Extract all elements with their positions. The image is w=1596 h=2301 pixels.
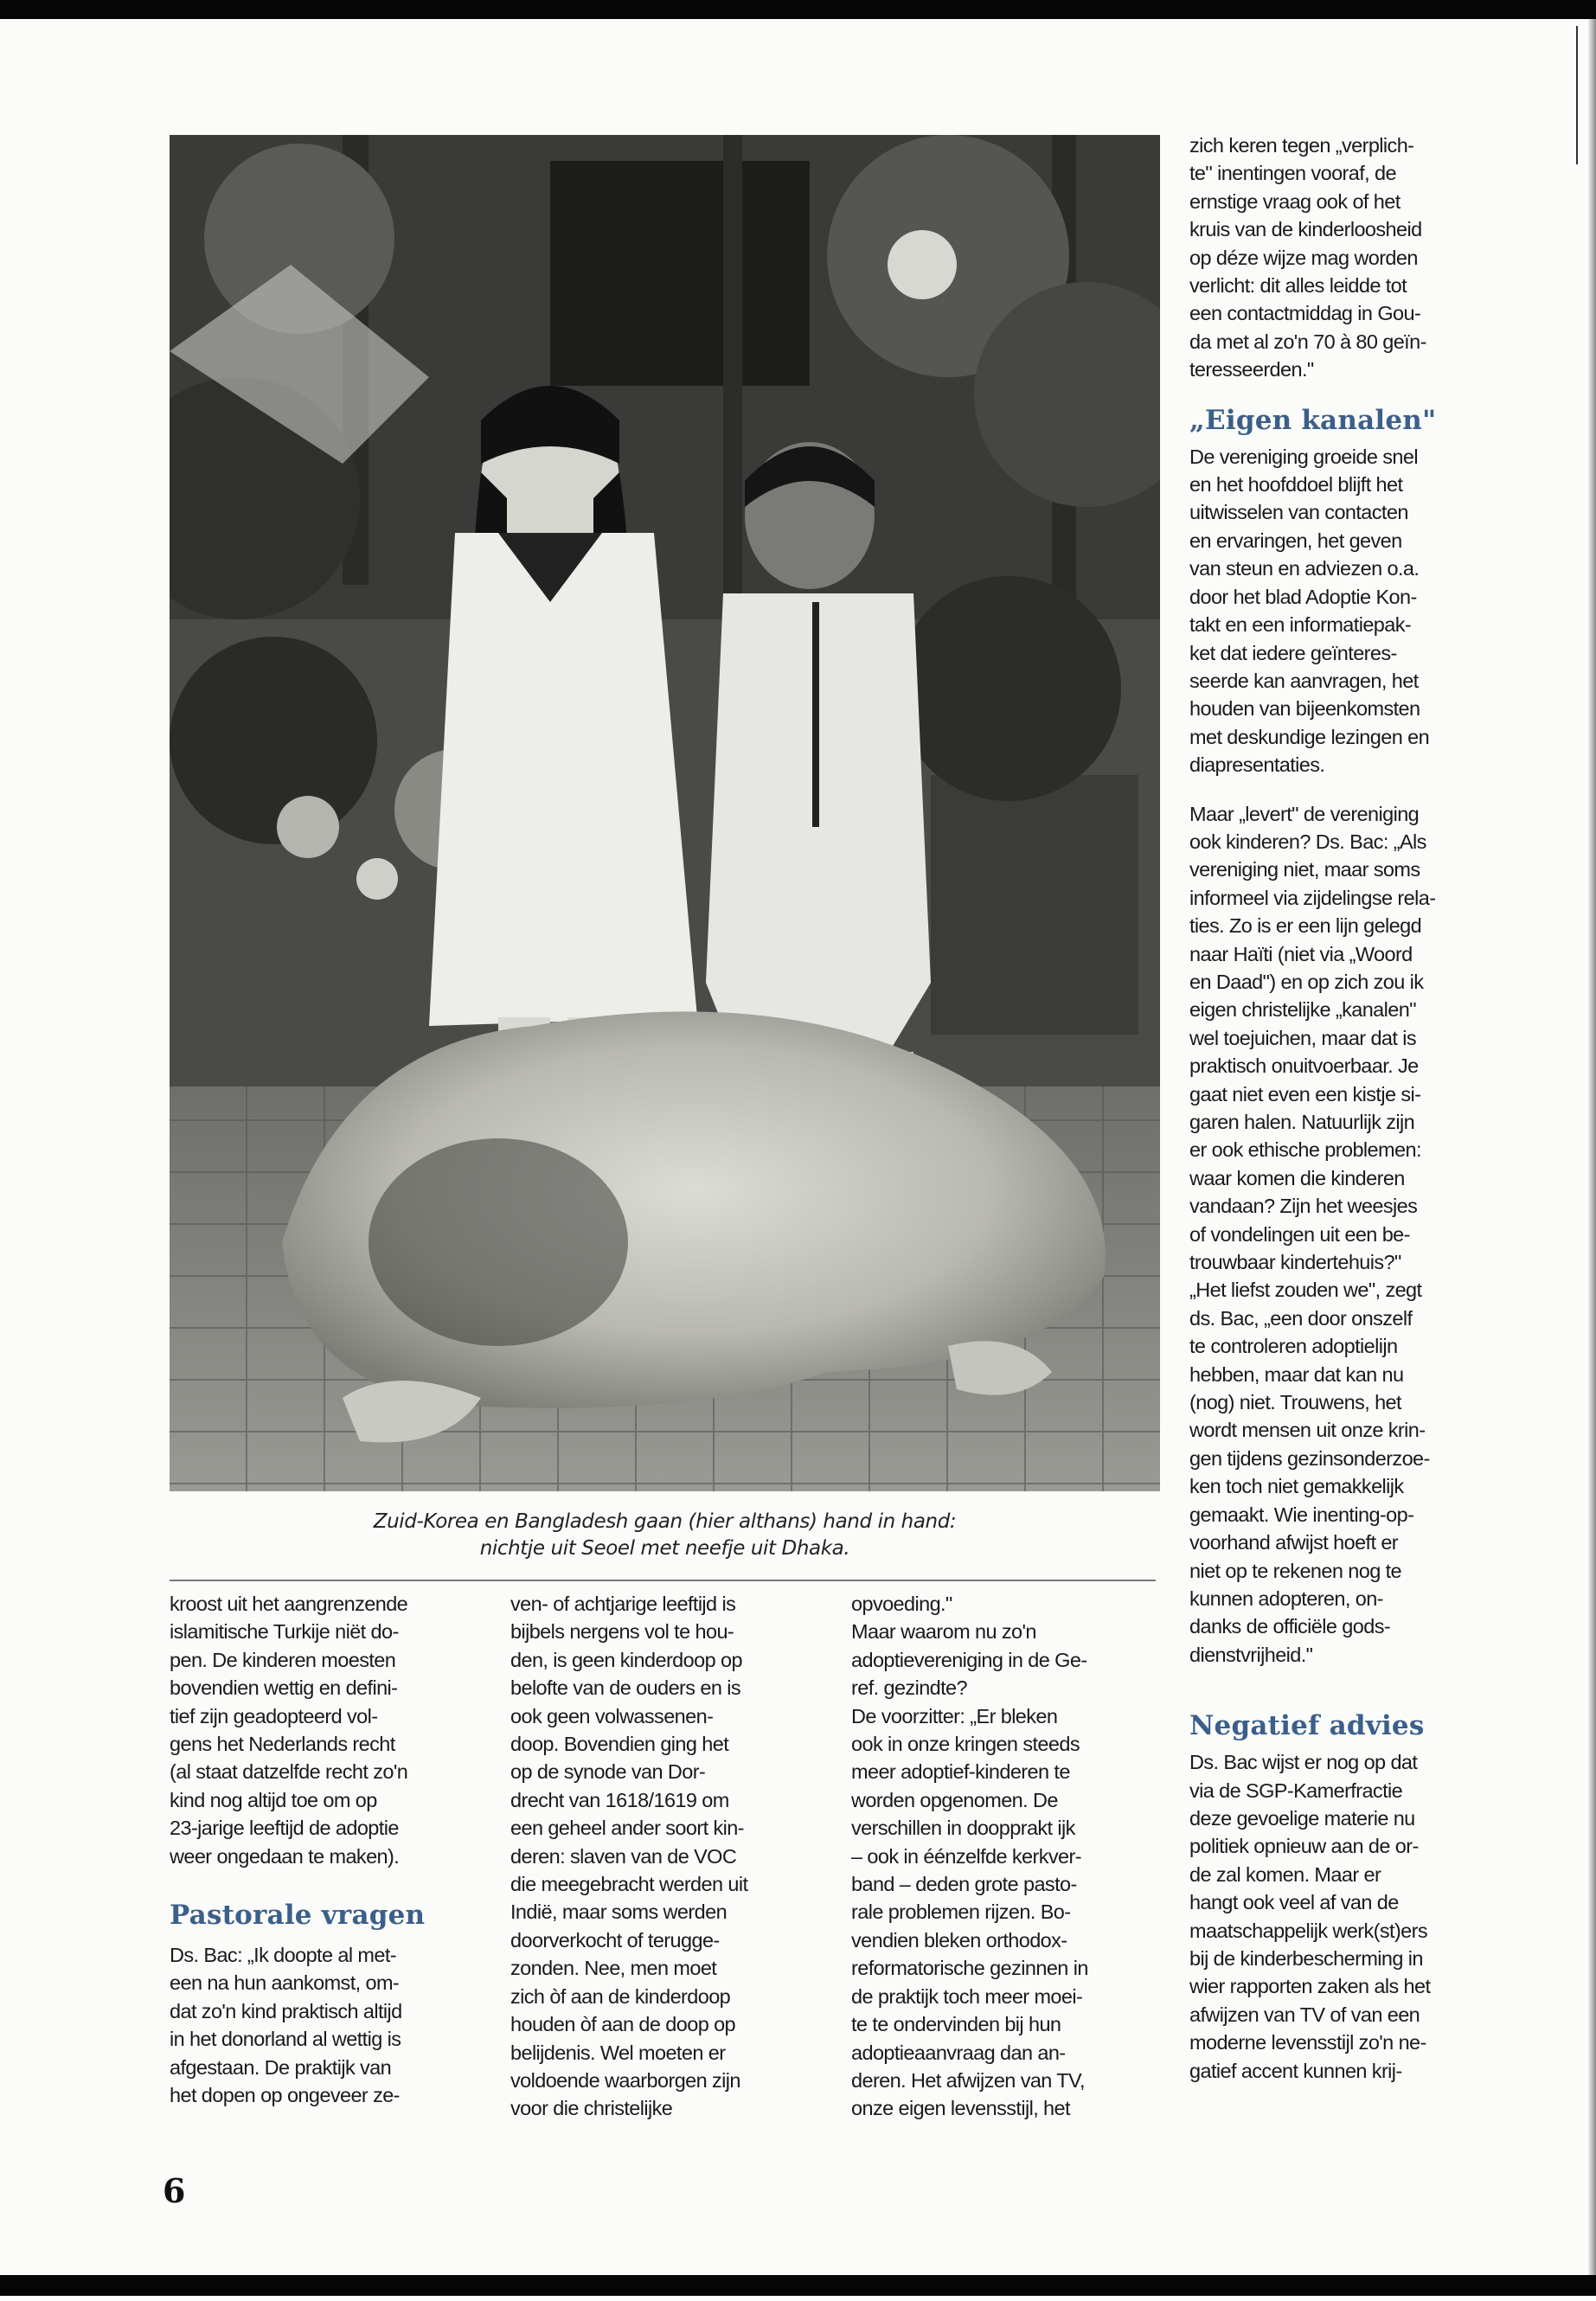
text-line: te te ondervinden bij hun xyxy=(851,2013,1061,2036)
text-line: trouwbaar kindertehuis?" xyxy=(1189,1251,1401,1274)
paragraph xyxy=(851,1590,1163,2123)
text-line: deren. Het afwijzen van TV, xyxy=(851,2068,1085,2092)
paragraph xyxy=(1189,131,1501,384)
text-line: reformatorische gezinnen in xyxy=(851,1957,1088,1980)
text-line: voldoende waarborgen zijn xyxy=(510,2068,740,2092)
text-line: naar Haïti (niet via „Woord xyxy=(1189,942,1413,965)
heading-eigen-kanalen: „Eigen kanalen" xyxy=(1189,404,1437,436)
scan-border-top xyxy=(0,0,1596,19)
text-line: gaat niet even een kistje si- xyxy=(1189,1082,1421,1106)
caption-line-1: Zuid-Korea en Bangladesh gaan (hier althans) hand in hand: xyxy=(373,1510,957,1533)
text-line: te controleren adoptielijn xyxy=(1189,1335,1398,1358)
text-line: ken toch niet gemakkelijk xyxy=(1189,1475,1404,1498)
text-line: garen halen. Natuurlijk zijn xyxy=(1189,1111,1415,1133)
text-line: door het blad Adoptie Kon- xyxy=(1189,585,1417,608)
text-line: houden òf aan de doop op xyxy=(510,2013,736,2036)
text-line: moderne levensstijl zo'n ne- xyxy=(1189,2031,1426,2054)
text-column-4 xyxy=(1189,131,1501,2085)
text-line: ref. gezindte? xyxy=(851,1676,968,1700)
text-column-1 xyxy=(170,1590,481,2110)
text-line: niet op te rekenen nog te xyxy=(1189,1559,1402,1582)
text-line: waar komen die kinderen xyxy=(1189,1166,1405,1189)
text-line: Maar waarom nu zo'n xyxy=(851,1620,1036,1644)
text-line: drecht van 1618/1619 om xyxy=(510,1788,729,1811)
text-line: worden opgenomen. De xyxy=(851,1788,1058,1811)
text-line: het dopen op ongeveer ze- xyxy=(170,2084,400,2107)
text-line: ook geen volwassenen- xyxy=(510,1704,714,1727)
text-line: belijdenis. Wel moeten er xyxy=(510,2041,726,2064)
text-line: vereniging niet, maar soms xyxy=(1189,858,1420,881)
page-number: 6 xyxy=(163,2171,186,2210)
text-line: onze eigen levensstijl, het xyxy=(851,2097,1070,2120)
text-line: bij de kinderbescherming in xyxy=(1189,1946,1423,1970)
text-line: Ds. Bac wijst er nog op dat xyxy=(1189,1751,1418,1774)
text-line: teresseerden." xyxy=(1189,358,1314,381)
text-line: bovendien wettig en defini- xyxy=(170,1676,398,1700)
paragraph xyxy=(1189,443,1501,779)
text-line: zich òf aan de kinderdoop xyxy=(510,1984,731,2008)
text-line: De voorzitter: „Er bleken xyxy=(851,1704,1058,1727)
text-line: pen. De kinderen moesten xyxy=(170,1648,396,1671)
photo-children-with-dog xyxy=(170,135,1160,1491)
text-line: en het hoofddoel blijft het xyxy=(1189,473,1403,497)
paragraph xyxy=(170,1590,481,1870)
text-line: rale problemen rijzen. Bo- xyxy=(851,1900,1071,1924)
text-line: op de synode van Dor- xyxy=(510,1760,706,1784)
text-line: wordt mensen uit onze krin- xyxy=(1189,1419,1426,1442)
text-line: gens het Nederlands recht xyxy=(170,1733,395,1756)
paragraph xyxy=(510,1590,822,2123)
text-line: ds. Bac, „een door onszelf xyxy=(1189,1306,1413,1330)
text-line: ernstige vraag ook of het xyxy=(1189,189,1401,213)
text-line: (al staat datzelfde recht zo'n xyxy=(170,1760,408,1784)
heading-pastorale-vragen: Pastorale vragen xyxy=(170,1900,426,1932)
text-line: een geheel ander soort kin- xyxy=(510,1817,744,1840)
text-line: met deskundige lezingen en xyxy=(1189,725,1430,748)
text-line: praktisch onuitvoerbaar. Je xyxy=(1189,1054,1419,1078)
text-line: ook in onze kringen steeds xyxy=(851,1733,1080,1756)
text-line: ven- of achtjarige leeftijd is xyxy=(510,1593,736,1615)
text-line: kroost uit het aangrenzende xyxy=(170,1593,408,1615)
text-line: – ook in éénzelfde kerkver- xyxy=(851,1844,1081,1868)
text-line: dat zo'n kind praktisch altijd xyxy=(170,1999,402,2022)
paragraph xyxy=(1189,1748,1501,2085)
text-line: adoptieaanvraag dan an- xyxy=(851,2041,1066,2064)
text-line: en Daad") en op zich zou ik xyxy=(1189,970,1424,993)
text-line: adoptievereniging in de Ge- xyxy=(851,1648,1087,1671)
text-line: politiek opnieuw aan de or- xyxy=(1189,1835,1419,1858)
text-line: uitwisselen van contacten xyxy=(1189,501,1408,524)
text-line: kunnen adopteren, on- xyxy=(1189,1586,1383,1610)
text-line: afwijzen van TV of van een xyxy=(1189,2003,1420,2026)
text-line: Maar „levert" de vereniging xyxy=(1189,802,1420,825)
text-line: kind nog altijd toe om op xyxy=(170,1788,377,1811)
text-line: hangt ook veel af van de xyxy=(1189,1891,1399,1914)
text-line: danks de officiële gods- xyxy=(1189,1615,1391,1638)
text-line: zonden. Nee, men moet xyxy=(510,1957,717,1980)
text-line: 23-jarige leeftijd de adoptie xyxy=(170,1817,399,1840)
text-line: De vereniging groeide snel xyxy=(1189,445,1418,468)
text-line: vandaan? Zijn het weesjes xyxy=(1189,1195,1418,1218)
text-line: de zal komen. Maar er xyxy=(1189,1862,1381,1886)
text-line: zich keren tegen „verplich- xyxy=(1189,134,1414,157)
scan-mark xyxy=(1576,26,1578,164)
text-line: de praktijk toch meer moei- xyxy=(851,1984,1083,2008)
text-line: verlicht: dit alles leidde tot xyxy=(1189,274,1407,298)
scan-border-right xyxy=(1588,19,1596,2275)
text-line: doop. Bovendien ging het xyxy=(510,1733,729,1756)
text-line: bijbels nergens vol te hou- xyxy=(510,1620,734,1644)
heading-negatief-advies: Negatief advies xyxy=(1189,1710,1425,1742)
text-line: deren: slaven van de VOC xyxy=(510,1844,737,1868)
text-line: die meegebracht werden uit xyxy=(510,1873,748,1896)
text-column-3 xyxy=(851,1590,1163,2123)
text-line: maatschappelijk werk(st)ers xyxy=(1189,1919,1428,1942)
text-line: deze gevoelige materie nu xyxy=(1189,1806,1415,1830)
text-line: dienstvrijheid." xyxy=(1189,1643,1313,1666)
text-line: belofte van de ouders en is xyxy=(510,1676,740,1700)
text-line: een na hun aankomst, om- xyxy=(170,1971,400,1995)
text-line: ties. Zo is er een lijn gelegd xyxy=(1189,914,1422,938)
text-line: en ervaringen, het geven xyxy=(1189,529,1402,552)
text-line: weer ongedaan te maken). xyxy=(170,1844,400,1868)
text-line: da met al zo'n 70 à 80 geïn- xyxy=(1189,330,1426,353)
text-line: vendien bleken orthodox- xyxy=(851,1928,1067,1952)
text-line: hebben, maar dat kan nu xyxy=(1189,1362,1404,1386)
text-line: voor die christelijke xyxy=(510,2097,673,2120)
text-line: verschillen in doopprakt ijk xyxy=(851,1817,1075,1840)
text-line: tief zijn geadopteerd vol- xyxy=(170,1704,378,1727)
text-line: afgestaan. De praktijk van xyxy=(170,2055,392,2079)
text-line: van steun en adviezen o.a. xyxy=(1189,557,1420,580)
paragraph xyxy=(170,1941,481,2109)
text-line: ook kinderen? Ds. Bac: „Als xyxy=(1189,830,1426,853)
text-line: islamitische Turkije niët do- xyxy=(170,1620,399,1644)
text-column-2 xyxy=(510,1590,822,2123)
text-line: gemaakt. Wie inenting-op- xyxy=(1189,1503,1414,1526)
text-line: meer adoptief-kinderen te xyxy=(851,1760,1070,1784)
text-line: via de SGP-Kamerfractie xyxy=(1189,1779,1403,1802)
caption-divider xyxy=(170,1580,1156,1581)
text-line: doorverkocht of terugge- xyxy=(510,1928,720,1952)
text-line: gen tijdens gezinsonderzoe- xyxy=(1189,1446,1430,1470)
text-line: houden van bijeenkomsten xyxy=(1189,697,1420,721)
text-line: te" inentingen vooraf, de xyxy=(1189,162,1396,185)
text-line: gatief accent kunnen krij- xyxy=(1189,2059,1402,2082)
text-line: diapresentaties. xyxy=(1189,753,1325,777)
text-line: wel toejuichen, maar dat is xyxy=(1189,1026,1417,1049)
text-line: den, is geen kinderdoop op xyxy=(510,1648,742,1671)
text-line: takt en een informatiepak- xyxy=(1189,613,1412,637)
text-line: kruis van de kinderloosheid xyxy=(1189,218,1422,241)
text-line: seerde kan aanvragen, het xyxy=(1189,669,1419,692)
text-line: ket dat iedere geïnteres- xyxy=(1189,641,1397,664)
text-line: „Het liefst zouden we", zegt xyxy=(1189,1279,1422,1302)
text-line: eigen christelijke „kanalen" xyxy=(1189,998,1416,1022)
text-line: informeel via zijdelingse rela- xyxy=(1189,886,1436,909)
caption-line-2: nichtje uit Seoel met neefje uit Dhaka. xyxy=(479,1537,850,1560)
scan-border-bottom xyxy=(0,2275,1596,2296)
text-line: band – deden grote pasto- xyxy=(851,1873,1077,1896)
text-line: of vondelingen uit een be- xyxy=(1189,1222,1410,1246)
text-line: wier rapporten zaken als het xyxy=(1189,1975,1431,1998)
photo-caption xyxy=(170,1509,1160,1562)
text-line: (nog) niet. Trouwens, het xyxy=(1189,1391,1401,1414)
text-line: voorhand afwijst hoeft er xyxy=(1189,1531,1399,1554)
text-line: een contactmiddag in Gou- xyxy=(1189,302,1421,325)
text-line: er ook ethische problemen: xyxy=(1189,1138,1421,1162)
text-line: Indië, maar soms werden xyxy=(510,1900,727,1924)
text-line: opvoeding." xyxy=(851,1593,952,1615)
paragraph xyxy=(1189,800,1501,1670)
text-line: in het donorland al wettig is xyxy=(170,2028,401,2051)
text-line: op déze wijze mag worden xyxy=(1189,246,1418,269)
text-line: Ds. Bac: „Ik doopte al met- xyxy=(170,1944,396,1967)
